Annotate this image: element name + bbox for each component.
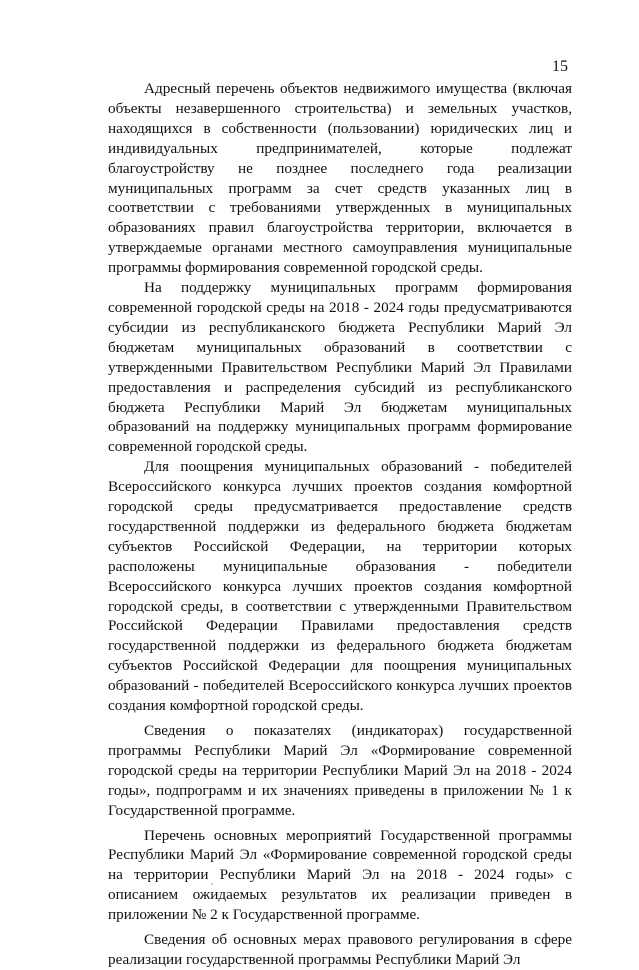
paragraph-main-activities: Перечень основных мероприятий Государственной программы Республики Марий Эл «Формирование современной городской среды на территории Республики Марий Эл на 2018 - 2024 годы» с описанием ожидаемых результатов их реализации приведен в приложении № 2 к Государственной программе.	[108, 826, 572, 924]
paragraph-support-programs: На поддержку муниципальных программ формирования современной городской среды на 2018 - 2024 годы предусматриваются субсидии из республиканского бюджета Республики Марий Эл бюджетам муниципальных образований в соответствии с утвержденными Правительством Республики Марий Эл Правилами предоставления и распределения субсидий из республиканского бюджета Республики Марий Эл бюджетам муниципальных образований на поддержку муниципальных программ формирование современной городской среды.	[108, 279, 572, 456]
paragraph-address-list: Адресный перечень объектов недвижимого имущества (включая объекты незавершенного строительства) и земельных участков, находящихся в собственности (пользовании) юридических лиц и индивидуальных предпринимателей, которые подлежат благоустройству не позднее последнего года реализации муниципальных программ за счет средств указанных лиц в соответствии с требованиями утвержденных в муниципальных образованиях правил благоустройства территории, включается в утверждаемые органами местного самоуправления муниципальные программы формирования современной городской среды.	[108, 80, 572, 277]
paragraph-indicators: Сведения о показателях (индикаторах) государственной программы Республики Марий Эл «Формирование современной городской среды на территории Республики Марий Эл на 2018 - 2024 годы», подпрограмм и их значениях приведены в приложении № 1 к Государственной программе.	[108, 722, 572, 819]
paragraph-legal-regulation: Сведения об основных мерах правового регулирования в сфере реализации государственной программы Республики Марий Эл	[108, 931, 572, 968]
scan-speck	[211, 883, 213, 885]
page-number: 15	[552, 58, 568, 75]
paragraph-competition-winners: Для поощрения муниципальных образований - победителей Всероссийского конкурса лучших проектов создания комфортной городской среды предусматривается предоставление средств государственной поддержки из федерального бюджета бюджетам субъектов Российской Федерации, на территории которых расположены муниципальные образования - победители Всероссийского конкурса лучших проектов создания комфортной городской среды, в соответствии с утвержденными Правительством Российской Федерации Правилами предоставления средств государственной поддержки из федерального бюджета бюджетам субъектов Российской Федерации для поощрения муниципальных образований - победителей Всероссийского конкурса лучших проектов создания комфортной городской среды.	[108, 458, 572, 715]
document-body	[108, 79, 572, 970]
